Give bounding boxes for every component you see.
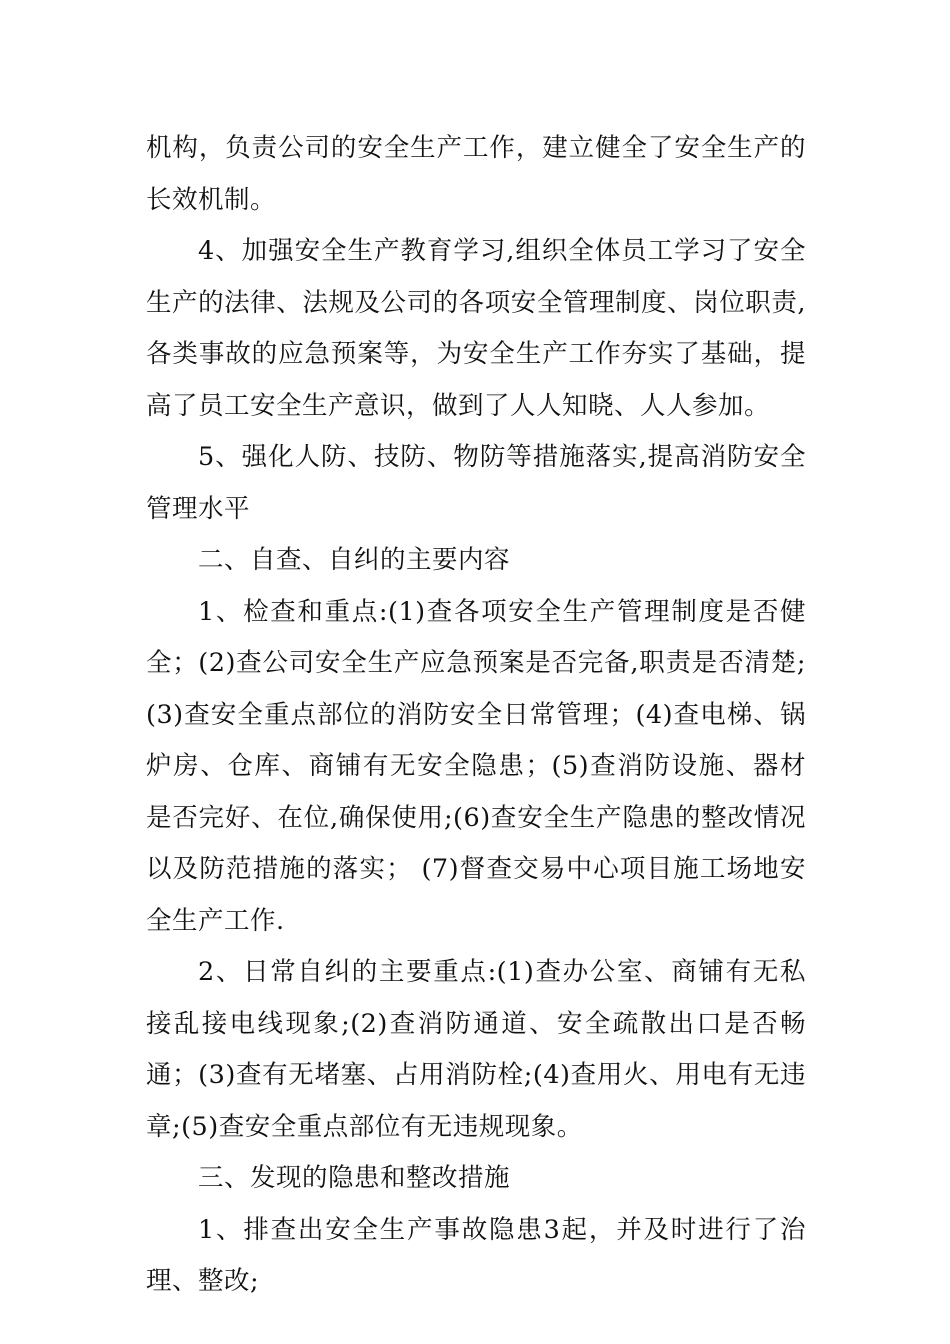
paragraph-daily-correction: 2、日常自纠的主要重点:(1)查办公室、商铺有无私接乱接电线现象;(2)查消防通道、安全疏散出口是否畅通；(3)查有无堵塞、占用消防栓;(4)查用火、用电有无违章;(5)查安全重点部位有无违规现象。 [146,957,806,1142]
section-heading-2: 二、自查、自纠的主要内容 [198,545,511,575]
paragraph-inspection-focus: 1、检查和重点:(1)查各项安全生产管理制度是否健全；(2)查公司安全生产应急预案是否完备,职责是否清楚;(3)查安全重点部位的消防安全日常管理；(4)查电梯、锅炉房、仓库、商铺有无安全隐患；(5)查消防设施、器材是否完好、在位,确保使用;(6)查安全生产隐患的整改情况以及防范措施的落实； (7)督查交易中心项目施工场地安全生产工作. [146,596,806,936]
paragraph-item-4: 4、加强安全生产教育学习,组织全体员工学习了安全生产的法律、法规及公司的各项安全管理制度、岗位职责,各类事故的应急预案等，为安全生产工作夯实了基础，提高了员工安全生产意识，做到了人人知晓、人人参加。 [146,236,806,421]
paragraph-item-5: 5、强化人防、技防、物防等措施落实,提高消防安全管理水平 [146,442,806,524]
section-heading-3: 三、发现的隐患和整改措施 [198,1163,511,1193]
paragraph-hazards-found: 1、排查出安全生产事故隐患3起，并及时进行了治理、整改; [146,1214,806,1296]
paragraph-continuation: 机构，负责公司的安全生产工作，建立健全了安全生产的长效机制。 [146,133,806,215]
document-page [146,123,806,1308]
